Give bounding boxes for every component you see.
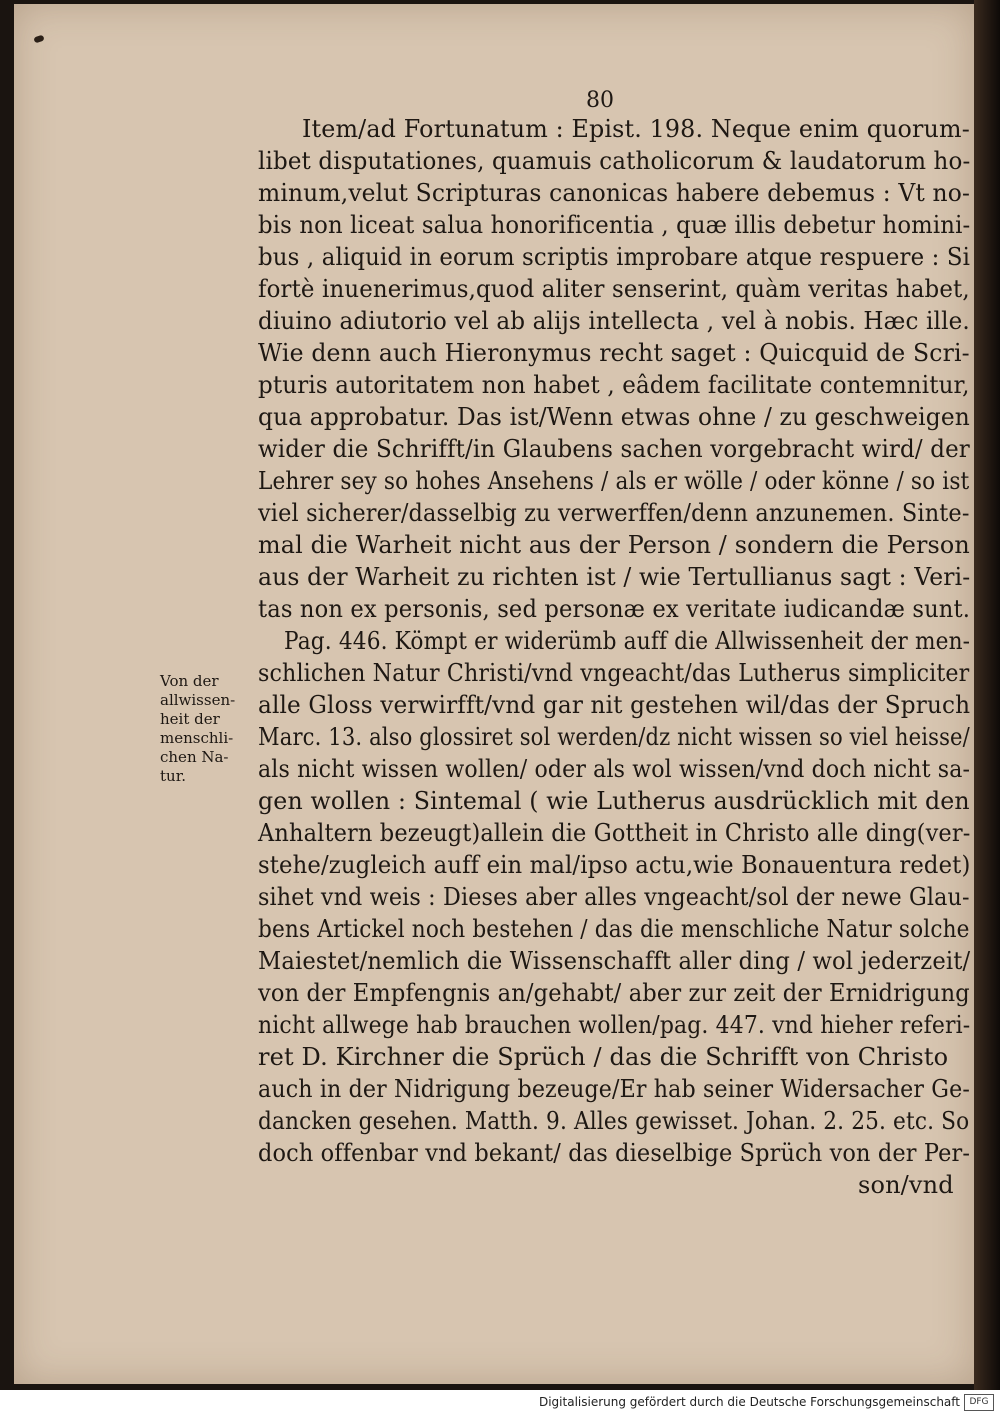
text-line: libet disputationes, quamuis catholicorum & laudatorum ho- xyxy=(258,147,971,175)
marginal-note-line: menschli- xyxy=(160,729,234,747)
text-block xyxy=(258,114,974,1234)
book-binding-edge xyxy=(974,0,1000,1390)
footer-bar xyxy=(0,1390,1000,1415)
text-line: Marc. 13. also glossiret sol werden/dz nicht wissen so viel heisse/ xyxy=(258,723,970,751)
text-line: viel sicherer/dasselbig zu verwerffen/denn anzunemen. Sinte- xyxy=(258,499,970,527)
text-line: Item/ad Fortunatum : Epist. 198. Neque enim quorum- xyxy=(302,115,970,143)
text-line: Anhaltern bezeugt)allein die Gottheit in Christo alle ding(ver- xyxy=(258,819,971,847)
text-line: gen wollen : Sintemal ( wie Lutherus ausdrücklich mit den xyxy=(258,787,970,815)
ink-mark xyxy=(33,35,44,44)
marginal-note xyxy=(160,672,260,786)
text-line: Lehrer sey so hohes Ansehens / als er wölle / oder könne / so ist xyxy=(258,467,970,495)
text-line: bis non liceat salua honorificentia , quæ illis debetur homini- xyxy=(258,211,971,239)
text-line: Wie denn auch Hieronymus recht saget : Quicquid de Scri- xyxy=(258,339,970,367)
text-line: stehe/zugleich auff ein mal/ipso actu,wie Bonauentura redet) xyxy=(258,851,971,879)
text-line: pturis autoritatem non habet , eâdem facilitate contemnitur, xyxy=(258,371,970,399)
text-line: fortè inuenerimus,quod aliter senserint, quàm veritas habet, xyxy=(258,275,970,303)
dfg-logo: DFG xyxy=(964,1394,994,1411)
marginal-note-line: chen Na- xyxy=(160,748,229,766)
page-number: 80 xyxy=(586,88,614,113)
text-line: auch in der Nidrigung bezeuge/Er hab seiner Widersacher Ge- xyxy=(258,1075,970,1103)
marginal-note-line: Von der xyxy=(160,672,219,690)
text-line: von der Empfengnis an/gehabt/ aber zur zeit der Ernidrigung xyxy=(258,979,970,1007)
text-line: nicht allwege hab brauchen wollen/pag. 447. vnd hieher referi- xyxy=(258,1011,971,1039)
text-line: wider die Schrifft/in Glaubens sachen vorgebracht wird/ der xyxy=(258,435,970,463)
marginal-note-line: heit der xyxy=(160,710,220,728)
text-line: doch offenbar vnd bekant/ das dieselbige Sprüch von der Per- xyxy=(258,1139,971,1167)
text-line: bens Artickel noch bestehen / das die menschliche Natur solche xyxy=(258,915,970,943)
text-line: aus der Warheit zu richten ist / wie Tertullianus sagt : Veri- xyxy=(258,563,971,591)
text-line: mal die Warheit nicht aus der Person / sondern die Person xyxy=(258,531,970,559)
text-line: schlichen Natur Christi/vnd vngeacht/das Lutherus simpliciter xyxy=(258,659,970,687)
text-line: Maiestet/nemlich die Wissenschafft aller ding / wol jederzeit/ xyxy=(258,947,971,975)
text-line: Pag. 446. Kömpt er widerümb auff die Allwissenheit der men- xyxy=(284,627,971,655)
text-line: bus , aliquid in eorum scriptis improbare atque respuere : Si xyxy=(258,243,971,271)
text-line: qua approbatur. Das ist/Wenn etwas ohne / zu geschweigen xyxy=(258,403,970,431)
catchword: son/vnd xyxy=(858,1171,954,1199)
text-line: minum,velut Scripturas canonicas habere debemus : Vt no- xyxy=(258,179,971,207)
marginal-note-line: allwissen- xyxy=(160,691,236,709)
text-line: diuino adiutorio vel ab alijs intellecta , vel à nobis. Hæc ille. xyxy=(258,307,970,335)
funding-notice: Digitalisierung gefördert durch die Deutsche Forschungsgemeinschaft xyxy=(538,1395,960,1409)
text-line: ret D. Kirchner die Sprüch / das die Schrifft von Christo xyxy=(258,1043,949,1071)
text-line: sihet vnd weis : Dieses aber alles vngeacht/sol der newe Glau- xyxy=(258,883,970,911)
marginal-note-line: tur. xyxy=(160,767,186,785)
text-line: dancken gesehen. Matth. 9. Alles gewisset. Johan. 2. 25. etc. So xyxy=(258,1107,970,1135)
book-page xyxy=(14,4,974,1384)
text-line: als nicht wissen wollen/ oder als wol wissen/vnd doch nicht sa- xyxy=(258,755,971,783)
text-line: tas non ex personis, sed personæ ex veritate iudicandæ sunt. xyxy=(258,595,971,623)
text-line: alle Gloss verwirfft/vnd gar nit gestehen wil/das der Spruch xyxy=(258,691,971,719)
